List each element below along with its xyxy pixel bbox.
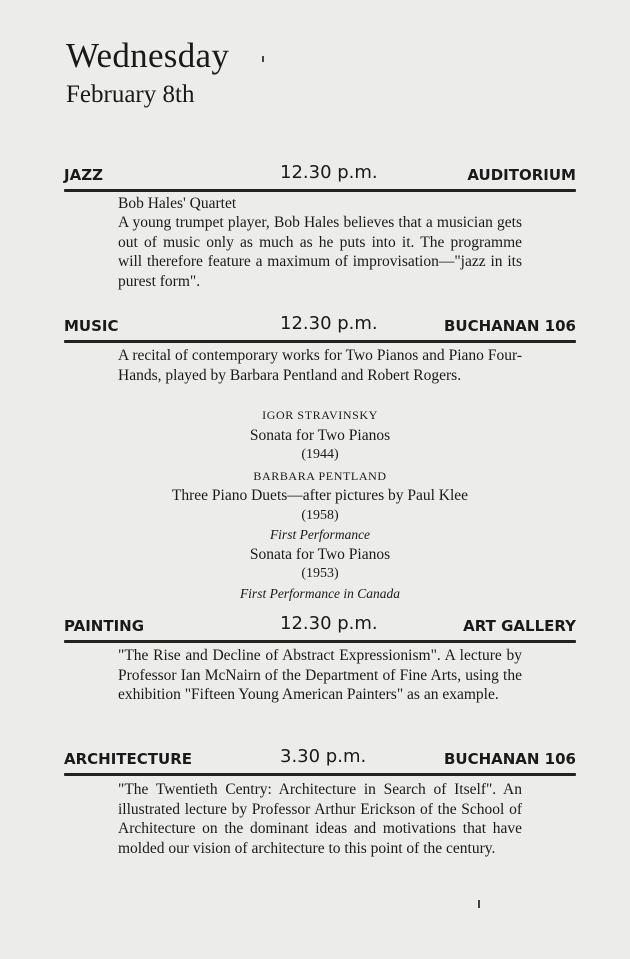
event-time: 12.30 p.m. bbox=[280, 162, 378, 183]
work-title: Three Piano Duets—after pictures by Paul Klee bbox=[171, 487, 469, 504]
ink-speck bbox=[478, 900, 480, 908]
event-header-architecture bbox=[64, 746, 576, 772]
composer-name: IGOR STRAVINSKY bbox=[262, 408, 378, 422]
event-header-music bbox=[64, 313, 576, 339]
event-category: PAINTING bbox=[64, 617, 145, 635]
program-list bbox=[118, 406, 522, 603]
event-venue: AUDITORIUM bbox=[467, 166, 576, 184]
work-title: Sonata for Two Pianos bbox=[249, 545, 391, 563]
date-heading: February 8th bbox=[66, 81, 195, 108]
work-year: (1953) bbox=[301, 566, 339, 581]
event-venue: BUCHANAN 106 bbox=[443, 317, 576, 335]
work-title: Sonata for Two Pianos bbox=[249, 426, 391, 444]
header-rule bbox=[64, 640, 576, 643]
event-category: MUSIC bbox=[64, 317, 119, 335]
header-rule bbox=[64, 189, 576, 192]
day-heading: Wednesday bbox=[66, 36, 230, 75]
event-category: ARCHITECTURE bbox=[64, 750, 192, 768]
event-time: 12.30 p.m. bbox=[280, 313, 378, 334]
event-time: 3.30 p.m. bbox=[280, 746, 367, 767]
header-rule bbox=[64, 773, 576, 776]
event-venue: ART GALLERY bbox=[463, 617, 576, 635]
event-header-painting bbox=[64, 613, 576, 639]
event-venue: BUCHANAN 106 bbox=[443, 750, 576, 768]
event-description: "The Twentieth Centry: Architecture in Search of Itself". An illustrated lecture by Professor Arthur Erickson of the School of Architecture on the dominant ideas and motivations that have molded our vision of architecture to this point of the century. bbox=[118, 781, 522, 857]
event-title: Bob Hales' Quartet bbox=[118, 195, 237, 212]
event-description: A recital of contemporary works for Two Pianos and Piano Four-Hands, played by Barbara Pentland and Robert Rogers. bbox=[118, 347, 522, 384]
ink-speck bbox=[262, 56, 264, 62]
header-rule bbox=[64, 340, 576, 343]
event-description: "The Rise and Decline of Abstract Expressionism". A lecture by Professor Ian McNairn of the Department of Fine Arts, using the exhibition "Fifteen Young American Painters" as an example. bbox=[118, 647, 522, 703]
performance-note: First Performance in Canada bbox=[239, 585, 401, 601]
event-category: JAZZ bbox=[64, 166, 103, 184]
event-header-jazz bbox=[64, 162, 576, 188]
event-description: A young trumpet player, Bob Hales believes that a musician gets out of music only as much as he puts into it. The programme will therefore feature a maximum of improvisation—"jazz in its purest form". bbox=[118, 214, 522, 290]
work-year: (1944) bbox=[301, 447, 339, 462]
performance-note: First Performance bbox=[269, 527, 371, 542]
work-year: (1958) bbox=[301, 507, 339, 523]
composer-name: BARBARA PENTLAND bbox=[253, 468, 387, 483]
event-time: 12.30 p.m. bbox=[280, 613, 378, 634]
